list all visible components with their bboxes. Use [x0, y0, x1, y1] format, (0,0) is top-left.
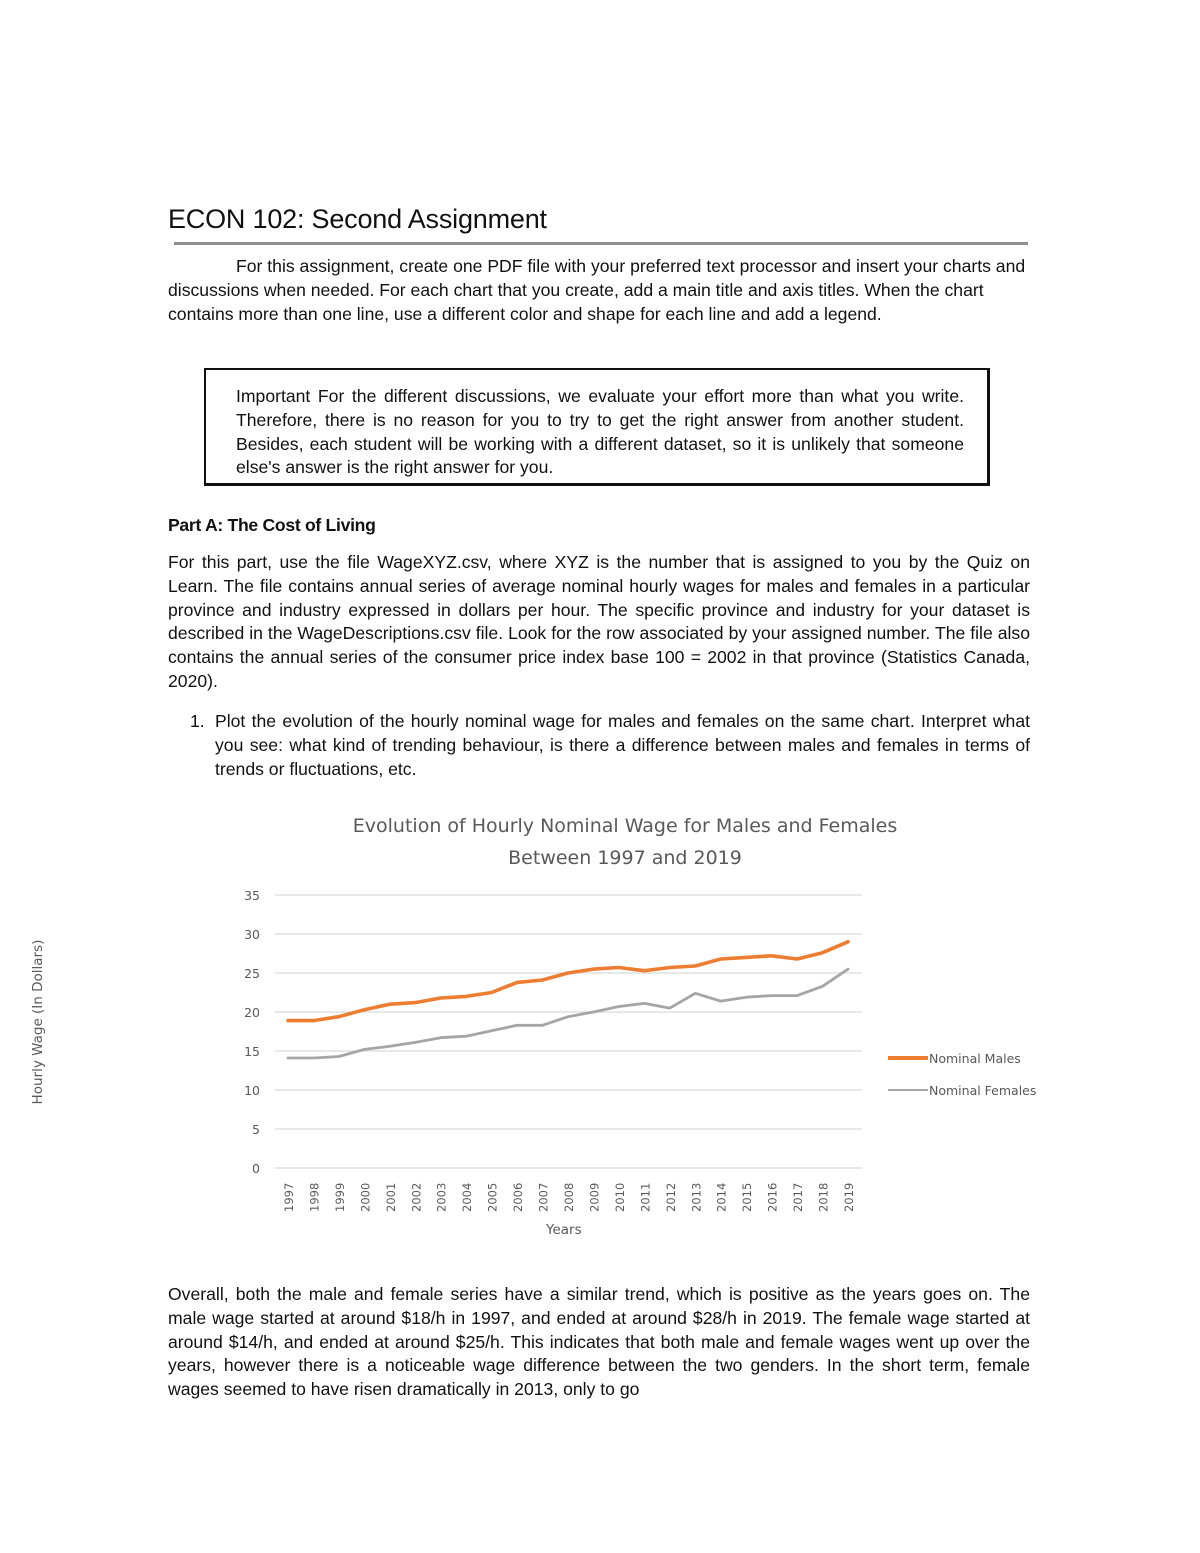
legend-item-males	[888, 1042, 1036, 1074]
page-title: ECON 102: Second Assignment	[168, 204, 547, 235]
y-axis-label: Hourly Wage (In Dollars)	[30, 939, 46, 1105]
y-tick-label: 25	[244, 966, 260, 981]
y-tick-label: 20	[244, 1005, 260, 1020]
x-tick-label: 2005	[485, 1182, 500, 1212]
x-tick-label: 2009	[587, 1182, 602, 1212]
x-tick-label: 2014	[714, 1182, 729, 1212]
x-tick-label: 2001	[383, 1182, 398, 1212]
x-tick-label: 2007	[536, 1182, 551, 1212]
question-text: Plot the evolution of the hourly nominal wage for males and females on the same chart. Interpret what you see: what kind of trending behaviour, is there a difference between males and females in terms of trends or fluctuations, etc.	[215, 711, 1030, 779]
legend-label-females: Nominal Females	[929, 1082, 1037, 1098]
important-notice-text: Important For the different discussions, we evaluate your effort more than what you write. Therefore, there is no reason for you to try to get the right answer from another student. Besides, each student will be working with a different dataset, so it is unlikely that someone else's answer is the right answer for you.	[236, 386, 964, 478]
legend-item-females	[888, 1074, 1036, 1106]
x-tick-label: 1998	[307, 1182, 322, 1212]
x-tick-label: 2013	[689, 1182, 704, 1212]
title-divider	[174, 242, 1028, 245]
question-1	[190, 710, 1030, 781]
x-tick-label: 2002	[409, 1182, 424, 1212]
x-tick-label: 1997	[282, 1182, 296, 1212]
x-tick-label: 2016	[765, 1182, 780, 1212]
legend-label-males: Nominal Males	[929, 1050, 1021, 1066]
x-tick-label: 2008	[562, 1182, 576, 1212]
y-tick-label: 30	[244, 927, 260, 942]
x-tick-label: 2003	[434, 1182, 449, 1212]
x-tick-label: 2000	[358, 1182, 373, 1212]
legend-swatch-males	[888, 1056, 928, 1060]
series-line-females	[288, 969, 848, 1058]
part-a-paragraph: For this part, use the file WageXYZ.csv, where XYZ is the number that is assigned to you by the Quiz on Learn. The file contains annual series of average nominal hourly wages for males and females in a particular province and industry expressed in dollars per hour. The specific province and industry for your dataset is described in the WageDescriptions.csv file. Look for the row associated by your assigned number. The file also contains the annual series of the consumer price index base 100 = 2002 in that province (Statistics Canada, 2020).	[168, 552, 1030, 691]
series-line-males	[288, 942, 848, 1021]
y-tick-label: 35	[244, 888, 260, 903]
x-tick-label: 1999	[332, 1182, 347, 1212]
x-tick-label: 2019	[842, 1182, 856, 1212]
y-tick-label: 5	[252, 1122, 260, 1137]
conclusion-paragraph: Overall, both the male and female series have a similar trend, which is positive as the years goes on. The male wage started at around $18/h in 1997, and ended at around $28/h in 2019. The female wage started at around $14/h, and ended at around $25/h. This indicates that both male and female wages went up over the years, however there is a noticeable wage difference between the two genders. In the short term, female wages seemed to have risen dramatically in 2013, only to go	[168, 1284, 1030, 1400]
question-number: 1.	[190, 711, 205, 731]
x-tick-label: 2017	[791, 1182, 806, 1212]
chart-title-line-2: Between 1997 and 2019	[508, 847, 742, 869]
y-tick-label: 0	[252, 1161, 260, 1176]
x-tick-label: 2011	[638, 1182, 653, 1212]
x-tick-label: 2012	[663, 1182, 678, 1212]
x-tick-label: 2004	[460, 1182, 475, 1212]
x-axis-label: Years	[546, 1222, 582, 1238]
important-notice-box	[204, 368, 990, 486]
y-tick-label: 10	[244, 1083, 260, 1098]
legend-swatch-females	[888, 1089, 928, 1091]
x-tick-label: 2018	[816, 1182, 831, 1212]
intro-paragraph: For this assignment, create one PDF file with your preferred text processor and insert your charts and discussions when needed. For each chart that you create, add a main title and axis titles. When the chart contains more than one line, use a different color and shape for each line and add a legend.	[168, 256, 1026, 324]
section-heading-part-a: Part A: The Cost of Living	[168, 515, 376, 535]
chart-title-line-1: Evolution of Hourly Nominal Wage for Males and Females	[352, 815, 898, 837]
chart-legend	[888, 1042, 1036, 1106]
x-tick-label: 2015	[740, 1182, 755, 1212]
chart-title	[210, 810, 1040, 874]
x-tick-label: 2006	[511, 1182, 526, 1212]
y-tick-label: 15	[244, 1044, 260, 1059]
x-tick-label: 2010	[612, 1182, 627, 1212]
